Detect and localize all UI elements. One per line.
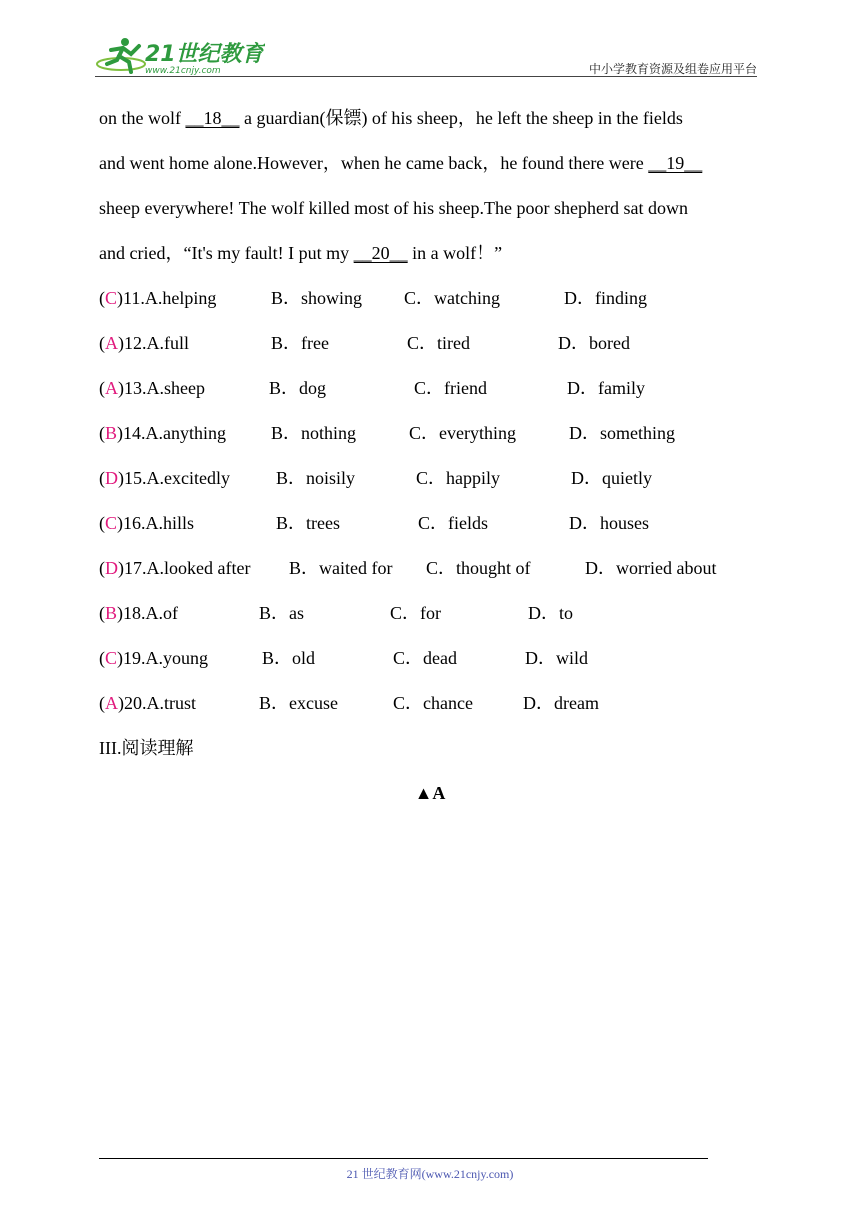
passage-text: in a wolf！”: [407, 243, 503, 263]
answer-letter: C: [105, 513, 118, 533]
option-b: B．noisily: [276, 468, 356, 488]
question-row: [99, 321, 769, 366]
option-c: C．tired: [407, 333, 470, 353]
page-header: [95, 34, 757, 78]
option-c: C．watching: [404, 288, 500, 308]
answer-paren: ): [118, 378, 124, 398]
passage-text: and went home alone.However，when he came back，he found there were: [99, 153, 649, 173]
answer-letter: C: [105, 648, 118, 668]
option-c: C．chance: [393, 693, 473, 713]
option-d: D．something: [569, 423, 675, 443]
question-row: [99, 636, 769, 681]
question-row: [99, 456, 769, 501]
option-d: D．finding: [564, 288, 647, 308]
passage-text: on the wolf: [99, 108, 186, 128]
passage-text: sheep everywhere! The wolf killed most of his sheep.The poor shepherd sat down: [99, 198, 689, 218]
answer-paren: (: [99, 423, 105, 443]
answer-paren: (: [99, 333, 105, 353]
option-d: D．bored: [558, 333, 630, 353]
option-a: 14.A.anything: [123, 423, 227, 443]
option-a: 12.A.full: [124, 333, 189, 353]
question-list: [99, 276, 769, 726]
option-c: C．dead: [393, 648, 457, 668]
answer-paren: ): [117, 288, 124, 308]
answer-paren: ): [117, 648, 124, 668]
answer-paren: (: [99, 558, 105, 578]
svg-text:www.21cnjy.com: www.21cnjy.com: [145, 66, 221, 76]
option-c: C．fields: [418, 513, 488, 533]
footer-text: 21 世纪教育网(www.21cnjy.com): [346, 1167, 514, 1181]
header-platform-text: 中小学教育资源及组卷应用平台: [588, 62, 757, 76]
option-a: 18.A.of: [123, 603, 179, 623]
option-b: B．trees: [276, 513, 340, 533]
footer-divider: [99, 1158, 708, 1159]
option-c: C．for: [390, 603, 441, 623]
answer-paren: (: [99, 693, 105, 713]
answer-letter: D: [105, 468, 118, 488]
answer-paren: ): [118, 693, 124, 713]
question-row: [99, 501, 769, 546]
option-d: D．dream: [523, 693, 599, 713]
option-c: C．everything: [409, 423, 516, 443]
question-row: [99, 591, 769, 636]
answer-paren: ): [118, 558, 124, 578]
option-b: B．showing: [271, 288, 363, 308]
answer-paren: (: [99, 513, 105, 533]
answer-paren: ): [118, 468, 124, 488]
answer-paren: (: [99, 648, 105, 668]
passage-line: [99, 141, 769, 186]
question-row: [99, 366, 769, 411]
option-a: 11.A.helping: [123, 288, 217, 308]
subsection-title: ▲A: [414, 783, 446, 803]
answer-paren: ): [117, 423, 124, 443]
passage-text: and cried，“It's my fault! I put my: [99, 243, 354, 263]
answer-paren: ): [117, 603, 124, 623]
answer-letter: B: [105, 423, 118, 443]
answer-letter: A: [105, 693, 118, 713]
option-d: D．worried about: [585, 558, 717, 578]
answer-paren: ): [118, 333, 124, 353]
option-c: C．thought of: [426, 558, 531, 578]
blank-20: __20__: [353, 243, 408, 263]
passage-line: [99, 96, 769, 141]
page-content: [99, 96, 769, 816]
option-b: B．as: [259, 603, 304, 623]
answer-letter: B: [105, 603, 118, 623]
option-c: C．friend: [414, 378, 487, 398]
option-d: D．houses: [569, 513, 649, 533]
option-a: 20.A.trust: [124, 693, 196, 713]
option-b: B．free: [271, 333, 329, 353]
option-b: B．excuse: [259, 693, 338, 713]
option-a: 15.A.excitedly: [124, 468, 230, 488]
blank-18: __18__: [185, 108, 240, 128]
option-a: 13.A.sheep: [124, 378, 205, 398]
header-divider: [95, 76, 757, 77]
passage-text: a guardian(保镖) of his sheep，he left the sheep in the fields: [239, 108, 683, 128]
runner-logo-icon: [95, 34, 265, 78]
answer-letter: A: [105, 378, 118, 398]
option-b: B．dog: [269, 378, 327, 398]
answer-paren: (: [99, 603, 105, 623]
answer-letter: C: [105, 288, 118, 308]
section-title: III.阅读理解: [99, 738, 194, 758]
option-a: 16.A.hills: [123, 513, 195, 533]
answer-paren: (: [99, 378, 105, 398]
option-c: C．happily: [416, 468, 500, 488]
answer-letter: A: [105, 333, 118, 353]
option-d: D．to: [528, 603, 573, 623]
option-b: B．waited for: [289, 558, 393, 578]
blank-19: __19__: [648, 153, 703, 173]
question-row: [99, 546, 769, 591]
option-d: D．wild: [525, 648, 588, 668]
logo: [95, 34, 265, 78]
passage-line: [99, 186, 769, 231]
option-b: B．old: [262, 648, 316, 668]
option-a: 19.A.young: [123, 648, 209, 668]
answer-letter: D: [105, 558, 118, 578]
option-a: 17.A.looked after: [124, 558, 251, 578]
option-b: B．nothing: [271, 423, 357, 443]
option-d: D．quietly: [571, 468, 652, 488]
question-row: [99, 276, 769, 321]
answer-paren: (: [99, 288, 105, 308]
svg-text:21世纪教育: 21世纪教育: [145, 42, 264, 67]
question-row: [99, 411, 769, 456]
option-d: D．family: [567, 378, 645, 398]
question-row: [99, 681, 769, 726]
passage-line: [99, 231, 769, 276]
answer-paren: ): [117, 513, 124, 533]
answer-paren: (: [99, 468, 105, 488]
